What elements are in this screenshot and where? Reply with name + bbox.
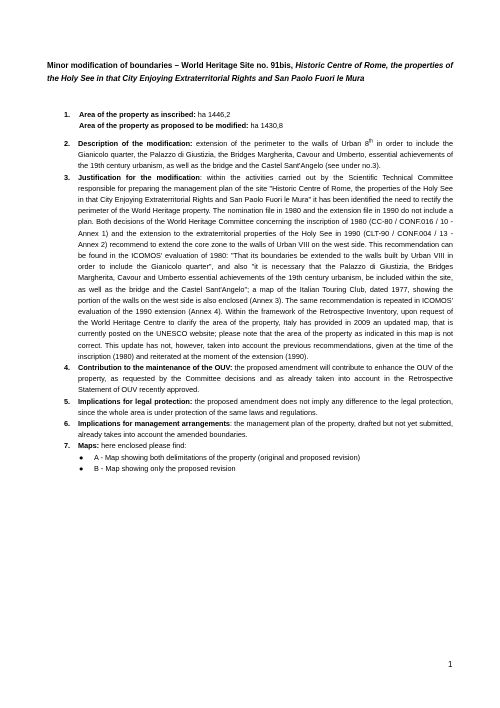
maps-bullet-list bbox=[47, 452, 453, 475]
area-proposed: Area of the property as proposed to be modified: ha 1430,8 bbox=[79, 121, 283, 131]
item-text: extension of the perimeter to the walls of Urban 8 bbox=[192, 139, 369, 148]
item-label: Description of the modification: bbox=[78, 139, 193, 148]
item-label: Contribution to the maintenance of the OUV: bbox=[78, 363, 233, 373]
list-item-description bbox=[47, 138, 453, 172]
item-number: 6. bbox=[64, 419, 71, 429]
item-label: Maps: bbox=[78, 441, 100, 451]
numbered-list bbox=[47, 109, 453, 475]
page-number: 1 bbox=[448, 660, 453, 669]
bullet-icon: ● bbox=[79, 464, 84, 474]
list-item-management bbox=[47, 418, 453, 440]
list-item-contribution bbox=[47, 362, 453, 396]
item-number: 3. bbox=[64, 172, 71, 182]
area-inscribed: Area of the property as inscribed: ha 1446,2 bbox=[79, 110, 231, 119]
list-item-maps bbox=[47, 440, 453, 451]
item-label: Implications for management arrangements bbox=[78, 419, 230, 429]
item-text: here enclosed please find: bbox=[99, 441, 187, 451]
list-item-justification bbox=[47, 172, 453, 362]
superscript: th bbox=[368, 138, 374, 145]
bullet-item: ● B - Map showing only the proposed revision bbox=[79, 464, 236, 474]
document-title bbox=[47, 59, 453, 85]
item-text: the proposed amendment will contribute to enhance the OUV of the property, as requested by the Committee decisions and as already taken into account in the Retrospective Statement of OUV recently approved. bbox=[78, 363, 453, 395]
bullet-icon: ● bbox=[79, 452, 84, 462]
item-number: 5. bbox=[64, 396, 71, 406]
list-item-legal bbox=[47, 396, 453, 418]
item-label: Implications for legal protection: bbox=[78, 396, 193, 406]
bullet-item: ● A - Map showing both delimitations of the property (original and proposed revision) bbox=[79, 452, 361, 462]
item-text: the proposed amendment does not imply any difference to the legal protection, since the whole area is under protection of the same laws and regulations. bbox=[78, 396, 453, 417]
item-number: 2. bbox=[64, 139, 71, 148]
item-number: 1. bbox=[64, 110, 71, 119]
item-number: 4. bbox=[64, 363, 71, 373]
item-text: : the management plan of the property, drafted but not yet submitted, already takes into account the amended boundaries. bbox=[78, 419, 453, 440]
list-item-area bbox=[47, 109, 453, 131]
item-text: in order to include the Gianicolo quarter, the Palazzo di Giustizia, the Bridges Margherita, Cavour and Umberto, essential achievements of the 19th century urbanism, as well as the bridge and the Castel Sant'Angelo (see under no.3). bbox=[78, 139, 453, 171]
item-text: : within the activities carried out by the Scientific Technical Committee responsible for preparing the management plan of the site "Historic Centre of Rome, the properties of the Holy See in that City Enjoying Extraterritorial Rights and San Paolo Fuori le Mura" it has been identified the need to rectify the perimeter of the World Heritage property. The nomination file in 1980 and the extension file in 1990 do not include a plan. Both decisions of the World Heritage Committee concerning the inscription of 1980 (CC-80 / CONF.016 / 10 - Annex 1) and the extension to the extraterritorial properties of the Holy See in 1990 (CLT-90 / CONF.004 / 13 - Annex 2) recommend to extend the core zone to the walls of Urban VIII on the west side. This recommendation can be found in the ICOMOS' evaluation of 1980: "That its boundaries be extended to the walls built by Urban VIII in order to include the Gianicolo quarter", and also "it is necessary that the Palazzo di Giustizia, the Bridges Margherita, Cavour and Umberto essential achievements of the 19th century urbanism, be included within the site, as well as the bridge and the Castel Sant'Angelo"; a map of the Italian Touring Club, dated 1977, showing the portion of the walls on the west side is also enclosed (Annex 3). The same recommendation is repeated in ICOMOS' evaluation of the 1990 extension (Annex 4). Within the framework of the Retrospective Inventory, upon request of the World Heritage Centre to clarify the area of the property, Italy has provided in 2009 an updated map, that is currently posted on the UNESCO website; please note that the area of the property as indicated in this map is not correct. This update has not, however, taken into account the previous recommendations, given at the time of the inscription (1980) and reiterated at the moment of the extension (1990). bbox=[78, 172, 454, 361]
title-lead: Minor modification of boundaries – World Heritage Site no. 91bis, bbox=[47, 61, 296, 70]
item-number: 7. bbox=[64, 441, 71, 451]
item-label: Justification for the modification bbox=[78, 172, 200, 182]
title-italic: Historic Centre of Rome, the properties of the Holy See in that City Enjoying Extraterritorial Rights and San Paolo Fuori le Mura bbox=[47, 61, 454, 83]
